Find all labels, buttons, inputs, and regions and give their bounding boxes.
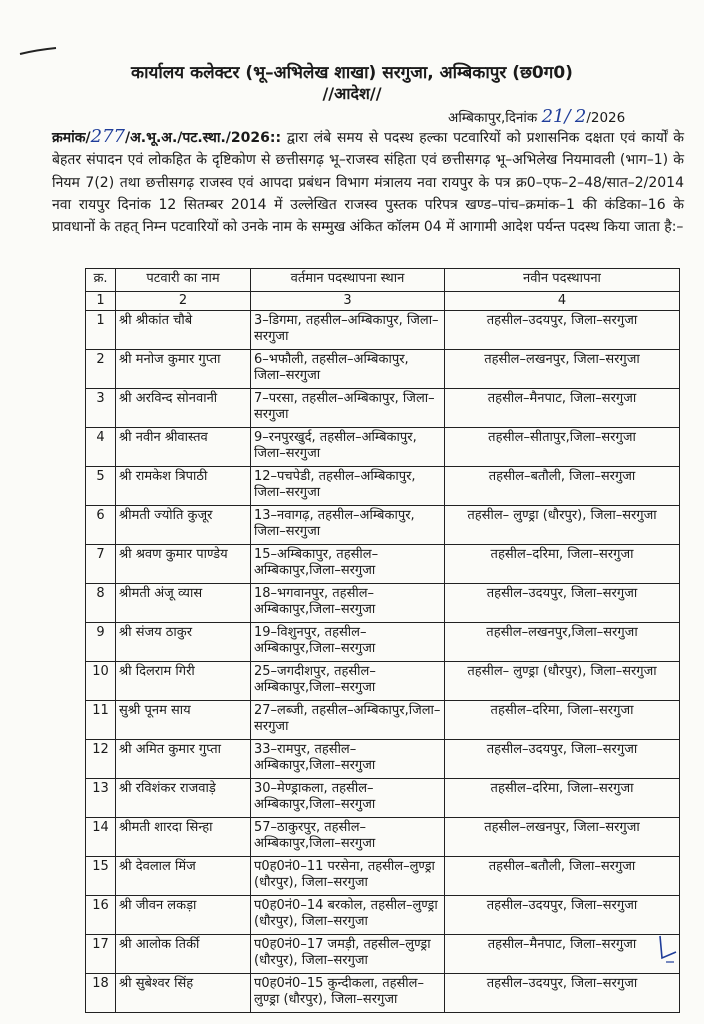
row-serial: 10 <box>86 662 116 701</box>
row-serial: 4 <box>86 428 116 467</box>
column-number: 1 <box>86 292 116 311</box>
row-serial: 13 <box>86 779 116 818</box>
place-date-label: अम्बिकापुर,दिनांक <box>448 110 538 126</box>
row-serial: 12 <box>86 740 116 779</box>
row-serial: 11 <box>86 701 116 740</box>
row-name: श्री सुबेश्वर सिंह <box>116 974 251 1013</box>
row-name: श्री संजय ठाकुर <box>116 623 251 662</box>
row-new-posting: तहसील–बतौली, जिला–सरगुजा <box>445 467 680 506</box>
row-current-posting: प0ह0नं0–14 बरकोल, तहसील–लुण्ड्रा (धौरपुर), जिला–सरगुजा <box>251 896 445 935</box>
row-serial: 18 <box>86 974 116 1013</box>
row-current-posting: 3–डिगमा, तहसील–अम्बिकापुर, जिला–सरगुजा <box>251 311 445 350</box>
table-row <box>86 623 680 662</box>
table-row <box>86 740 680 779</box>
row-name: श्रीमती ज्योति कुजूर <box>116 506 251 545</box>
row-name: श्री मनोज कुमार गुप्ता <box>116 350 251 389</box>
table-row <box>86 818 680 857</box>
date-month: 2 <box>574 106 587 127</box>
row-serial: 6 <box>86 506 116 545</box>
order-text: द्वारा लंबे समय से पदस्थ हल्का पटवारियों को प्रशासनिक दक्षता एवं कार्यों के बेहतर संपादन एवं लोकहित के दृष्टिकोण से छत्तीसगढ़ भू–राजस्व संहिता एवं छत्तीसगढ़ भू–अभिलेख नियमावली (भाग–1) के नियम 7(2) तथा छत्तीसगढ़ राजस्व एवं आपदा प्रबंधन विभाग मंत्रालय नवा रायपुर के पत्र क्र0–एफ–2–48/सात–2/2014 नवा रायपुर दिनांक 12 सितम्बर 2014 में उल्लेखित राजस्व पुस्तक परिपत्र खण्ड–पांच–क्रमांक–1 की कंडिका–16 के प्रावधानों के तहत् निम्न पटवारियों को उनके नाम के सम्मुख अंकित कॉलम 04 में आगामी आदेश पर्यन्त पदस्थ किया जाता है:– <box>52 130 684 236</box>
table-row <box>86 311 680 350</box>
column-number: 3 <box>251 292 445 311</box>
row-name: श्री जीवन लकड़ा <box>116 896 251 935</box>
header-current-posting: वर्तमान पदस्थापना स्थान <box>251 269 445 292</box>
table-row <box>86 662 680 701</box>
row-name: श्री रविशंकर राजवाड़े <box>116 779 251 818</box>
table-row <box>86 545 680 584</box>
row-serial: 17 <box>86 935 116 974</box>
date-day: 21 <box>541 106 565 127</box>
office-title: कार्यालय कलेक्टर (भू–अभिलेख शाखा) सरगुजा, अम्बिकापुर (छ0ग0) <box>131 63 573 83</box>
row-current-posting: 30–मेण्ड्राकला, तहसील–अम्बिकापुर,जिला–सरगुजा <box>251 779 445 818</box>
row-current-posting: प0ह0नं0–11 परसेना, तहसील–लुण्ड्रा (धौरपुर), जिला–सरगुजा <box>251 857 445 896</box>
row-serial: 14 <box>86 818 116 857</box>
row-current-posting: 6–भफौली, तहसील–अम्बिकापुर, जिला–सरगुजा <box>251 350 445 389</box>
row-new-posting: तहसील–दरिमा, जिला–सरगुजा <box>445 779 680 818</box>
row-current-posting: 7–परसा, तहसील–अम्बिकापुर, जिला–सरगुजा <box>251 389 445 428</box>
date-year: /2026 <box>586 110 626 126</box>
row-serial: 16 <box>86 896 116 935</box>
row-name: श्री अमित कुमार गुप्ता <box>116 740 251 779</box>
row-name: सुश्री पूनम साय <box>116 701 251 740</box>
table-row <box>86 584 680 623</box>
row-name: श्रीमती शारदा सिन्हा <box>116 818 251 857</box>
row-name: श्री नवीन श्रीवास्तव <box>116 428 251 467</box>
row-serial: 3 <box>86 389 116 428</box>
row-current-posting: प0ह0नं0–15 कुन्दीकला, तहसील–लुण्ड्रा (धौरपुर), जिला–सरगुजा <box>251 974 445 1013</box>
table-row <box>86 974 680 1013</box>
row-name: श्री श्रीकांत चौबे <box>116 311 251 350</box>
date-separator: / <box>564 106 571 127</box>
row-serial: 7 <box>86 545 116 584</box>
row-name: श्री रामकेश त्रिपाठी <box>116 467 251 506</box>
order-reference: /अ.भू.अ./पट.स्था./2026:: <box>124 130 282 146</box>
row-name: श्री श्रवण कुमार पाण्डेय <box>116 545 251 584</box>
table-row <box>86 896 680 935</box>
row-new-posting: तहसील–उदयपुर, जिला–सरगुजा <box>445 584 680 623</box>
row-serial: 2 <box>86 350 116 389</box>
row-name: श्री आलोक तिर्की <box>116 935 251 974</box>
row-serial: 5 <box>86 467 116 506</box>
row-new-posting: तहसील–उदयपुर, जिला–सरगुजा <box>445 896 680 935</box>
row-current-posting: 13–नवागढ़, तहसील–अम्बिकापुर, जिला–सरगुजा <box>251 506 445 545</box>
row-new-posting: तहसील– लुण्ड्रा (धौरपुर), जिला–सरगुजा <box>445 506 680 545</box>
row-current-posting: 57–ठाकुरपुर, तहसील–अम्बिकापुर,जिला–सरगुजा <box>251 818 445 857</box>
column-number-row <box>86 292 680 311</box>
row-new-posting: तहसील–मैनपाट, जिला–सरगुजा <box>445 935 680 974</box>
row-new-posting: तहसील–सीतापुर,जिला–सरगुजा <box>445 428 680 467</box>
row-current-posting: 15–अम्बिकापुर, तहसील–अम्बिकापुर,जिला–सरगुजा <box>251 545 445 584</box>
table-header-row <box>86 269 680 292</box>
order-number-value: 277 <box>90 126 125 147</box>
row-new-posting: तहसील–बतौली, जिला–सरगुजा <box>445 857 680 896</box>
date-line <box>448 106 625 127</box>
handwritten-tick-mark <box>656 932 680 966</box>
table-row <box>86 779 680 818</box>
table-row <box>86 506 680 545</box>
row-new-posting: तहसील–लखनपुर, जिला–सरगुजा <box>445 818 680 857</box>
column-number: 4 <box>445 292 680 311</box>
row-serial: 8 <box>86 584 116 623</box>
table-row <box>86 389 680 428</box>
row-current-posting: 12–पचपेडी, तहसील–अम्बिकापुर, जिला–सरगुजा <box>251 467 445 506</box>
order-heading: //आदेश// <box>322 84 382 103</box>
row-serial: 1 <box>86 311 116 350</box>
row-new-posting: तहसील–लखनपुर,जिला–सरगुजा <box>445 623 680 662</box>
row-name: श्री अरविन्द सोनवानी <box>116 389 251 428</box>
row-current-posting: 9–रनपुरखुर्द, तहसील–अम्बिकापुर, जिला–सरगुजा <box>251 428 445 467</box>
row-serial: 15 <box>86 857 116 896</box>
table-row <box>86 935 680 974</box>
table-row <box>86 350 680 389</box>
row-new-posting: तहसील–मैनपाट, जिला–सरगुजा <box>445 389 680 428</box>
table-row <box>86 428 680 467</box>
row-new-posting: तहसील– लुण्ड्रा (धौरपुर), जिला–सरगुजा <box>445 662 680 701</box>
row-new-posting: तहसील–उदयपुर, जिला–सरगुजा <box>445 974 680 1013</box>
row-current-posting: प0ह0नं0–17 जमड़ी, तहसील–लुण्ड्रा (धौरपुर), जिला–सरगुजा <box>251 935 445 974</box>
table-row <box>86 701 680 740</box>
header-serial: क्र. <box>86 269 116 292</box>
row-new-posting: तहसील–उदयपुर, जिला–सरगुजा <box>445 740 680 779</box>
transfer-table <box>85 268 680 1013</box>
row-current-posting: 18–भगवानपुर, तहसील–अम्बिकापुर,जिला–सरगुजा <box>251 584 445 623</box>
header-new-posting: नवीन पदस्थापना <box>445 269 680 292</box>
pen-stroke-mark <box>18 46 58 58</box>
header-name: पटवारी का नाम <box>116 269 251 292</box>
row-current-posting: 25–जगदीशपुर, तहसील–अम्बिकापुर,जिला–सरगुजा <box>251 662 445 701</box>
row-new-posting: तहसील–उदयपुर, जिला–सरगुजा <box>445 311 680 350</box>
row-new-posting: तहसील–दरिमा, जिला–सरगुजा <box>445 545 680 584</box>
order-number-label: क्रमांक/ <box>52 130 91 146</box>
row-current-posting: 19–विशुनपुर, तहसील–अम्बिकापुर,जिला–सरगुजा <box>251 623 445 662</box>
order-paragraph <box>52 126 684 238</box>
row-name: श्री देवलाल मिंज <box>116 857 251 896</box>
table-row <box>86 467 680 506</box>
row-name: श्रीमती अंजू व्यास <box>116 584 251 623</box>
row-new-posting: तहसील–लखनपुर, जिला–सरगुजा <box>445 350 680 389</box>
row-current-posting: 27–लब्जी, तहसील–अम्बिकापुर,जिला–सरगुजा <box>251 701 445 740</box>
row-serial: 9 <box>86 623 116 662</box>
table-row <box>86 857 680 896</box>
row-name: श्री दिलराम गिरी <box>116 662 251 701</box>
row-current-posting: 33–रामपुर, तहसील–अम्बिकापुर,जिला–सरगुजा <box>251 740 445 779</box>
row-new-posting: तहसील–दरिमा, जिला–सरगुजा <box>445 701 680 740</box>
column-number: 2 <box>116 292 251 311</box>
